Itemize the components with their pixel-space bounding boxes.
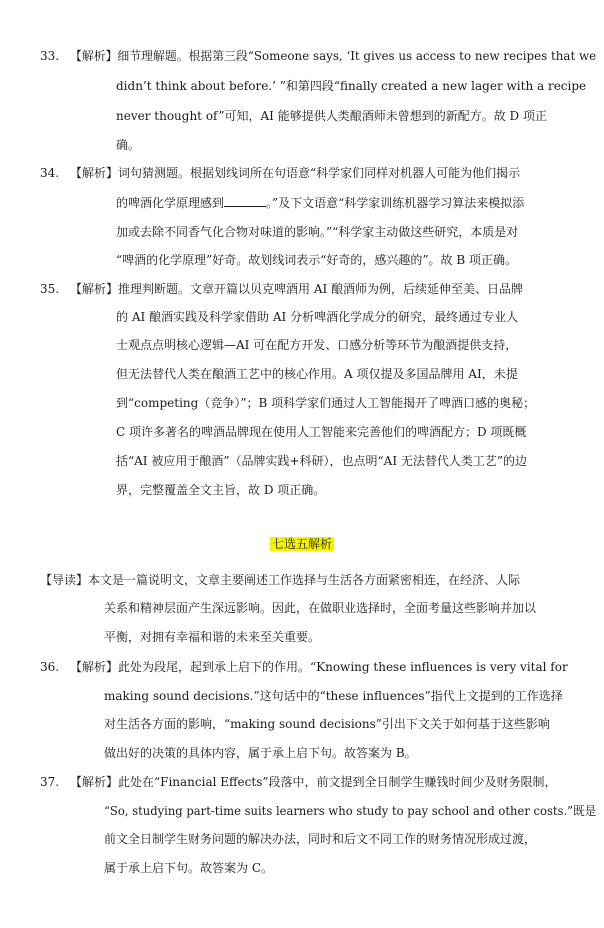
q34-line-2-part-a: 的啤酒化学原理感到: [116, 196, 225, 210]
q34-line-3: 加或去除不同香气化合物对味道的影响。”“科学家主动做这些研究，本质是对: [116, 225, 519, 239]
q35-line-3: 士观点点明核心逻辑—AI 可在配方开发、口感分析等环节为酿酒提供支持，: [116, 338, 518, 352]
q33-line-4: 确。: [116, 138, 141, 152]
q35-line-7: 括“AI 被应用于酿酒”（品牌实践+科研），也点明“AI 无法替代人类工艺”的边: [116, 454, 528, 468]
q36-line-2: making sound decisions.”这句话中的“these influences”指代上文提到的工作选择: [104, 689, 563, 703]
q35-line-2: 的 AI 酿酒实践及科学家借助 AI 分析啤酒化学成分的研究，最终通过专业人: [116, 310, 519, 324]
q34-line-2: [116, 196, 524, 210]
q34-line-1: 【解析】词句猜测题。根据划线词所在句语意“科学家们同样对机器人可能为他们揭示: [70, 166, 521, 180]
q35-line-1: 【解析】推理判断题。文章开篇以贝克啤酒用 AI 酿酒师为例，后续延伸至美、日品牌: [70, 282, 524, 296]
q37-line-4: 属于承上启下句。故答案为 C。: [104, 861, 273, 875]
guide-line-1: 【导读】本文是一篇说明文，文章主要阐述工作选择与生活各方面紧密相连，在经济、人际: [40, 573, 521, 587]
q37-line-1: 【解析】此处在“Financial Effects”段落中，前文提到全日制学生赚钱时间少及财务限制，: [70, 775, 557, 789]
q35-line-4: 但无法替代人类在酿酒工艺中的核心作用。A 项仅提及多国品牌用 AI，未提: [116, 367, 518, 381]
q33-line-3: never thought of”可知，AI 能够提供人类酿酒师未曾想到的新配方。故 D 项正: [116, 109, 547, 123]
q37-number: 37.: [40, 775, 60, 789]
q36-line-1: 【解析】此处为段尾，起到承上启下的作用。“Knowing these influences is very vital for: [70, 660, 568, 674]
guide-line-2: 关系和精神层面产生深远影响。因此，在做职业选择时，全面考量这些影响并加以: [104, 601, 537, 615]
q37-line-2: “So, studying part-time suits learners who study to pay school and other costs.”既是: [104, 804, 597, 818]
q33-number: 33.: [40, 49, 60, 63]
q35-line-5: 到“competing（竞争）”；B 项科学家们通过人工智能揭开了啤酒口感的奥秘；: [116, 396, 536, 410]
section-title: [270, 537, 334, 551]
q33-line-2: didn’t think about before.’ ”和第四段“finally created a new lager with a recipe: [116, 79, 587, 93]
q36-number: 36.: [40, 660, 60, 674]
q34-number: 34.: [40, 166, 60, 180]
q37-line-3: 前文全日制学生财务问题的解决办法，同时和后文不同工作的财务情况形成过渡，: [104, 832, 537, 846]
section-title-highlight: 七选五解析: [271, 537, 333, 551]
guide-line-3: 平衡，对拥有幸福和谐的未来至关重要。: [104, 630, 321, 644]
q34-line-4: “啤酒的化学原理”好奇。故划线词表示“好奇的，感兴趣的”。故 B 项正确。: [116, 253, 517, 267]
q35-line-8: 界，完整覆盖全文主旨，故 D 项正确。: [116, 483, 326, 497]
fill-in-blank: [224, 196, 266, 207]
q33-line-1: 【解析】细节理解题。根据第三段“Someone says, ‘It gives us access to new recipes that we: [70, 49, 597, 63]
q36-line-3: 对生活各方面的影响，“making sound decisions”引出下文关于如何基于这些影响: [104, 717, 550, 731]
q36-line-4: 做出好的决策的具体内容，属于承上启下句。故答案为 B。: [104, 746, 417, 760]
q35-line-6: C 项许多著名的啤酒品牌现在使用人工智能来完善他们的啤酒配方；D 项既概: [116, 425, 527, 439]
q34-line-2-part-b: 。”及下文语意“科学家训练机器学习算法来模拟添: [266, 196, 525, 210]
q35-number: 35.: [40, 282, 60, 296]
